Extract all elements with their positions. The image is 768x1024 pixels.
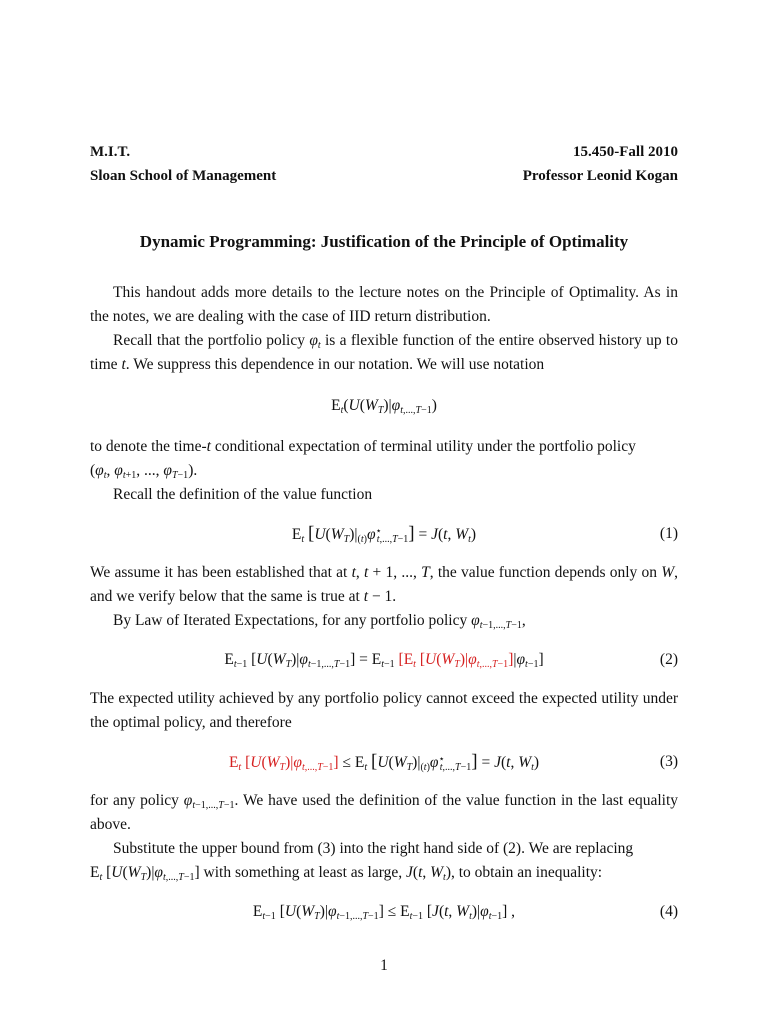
highlighted-expectation: $E_t$ $[U(W_T)|\varphi_{t,...,T-1}]$ (228, 753, 339, 773)
paragraph-replace: $E_t$ $[U(W_T)|\varphi_{t,...,T-1}]$ with something at least as large, J(t, $W_t$), to obtain an inequality: (90, 864, 603, 883)
equation-1: $E_t$ $[U(W_T)|_{(t)}\varphi^⋆_{t,...,T-1}] = J(t$, $W_t$) (1) (291, 522, 678, 545)
highlighted-inner-expectation: [$E_t$ $[U(W_T)|\varphi_{t,...,T-1}]$ (398, 651, 514, 670)
paragraph-iterated: By Law of Iterated Expectations, for any portfolio policy $\varphi_{t-1,...,T-1}$, (113, 612, 526, 631)
equation-2-number: (2) (659, 651, 678, 668)
policy-tuple: ($\varphi_t$, $\varphi_{t+1}$, ..., $\varphi_{T-1}$). (90, 462, 198, 481)
course: 15.450-Fall 2010 (573, 144, 678, 160)
equation-4: $E_{t-1}$ $[U(W_T)|\varphi_{t-1,...,T-1}] \le E_{t-1}$ [J(t, $W_t)|\varphi_{t-1}$] , (4) (90, 900, 678, 924)
equation-1-number: (1) (659, 525, 678, 542)
paragraph-notation: to denote the time-t conditional expectation of terminal utility under the portfolio policy (90, 438, 636, 455)
institution: M.I.T. (90, 144, 131, 160)
equation-2: $E_{t-1}$ $[U(W_T)|\varphi_{t-1,...,T-1}] = E_{t-1}$ [$E_t$ $[U(W_T)|\varphi_{t,...,T-1}]|\varphi_{t-1}$] (2) (90, 648, 678, 672)
professor: Professor Leonid Kogan (522, 168, 678, 184)
paragraph-any-policy: for any policy $\varphi_{t-1,...,T-1}$. We have used the definition of the value function in the last equality above. (90, 792, 678, 833)
paragraph-assumption: We assume it has been established that at t, t + 1, ..., T, the value function depends only on W, and we verify below that the same is true at t − 1. (90, 564, 679, 605)
document-page (90, 140, 678, 924)
equation-4-number: (4) (659, 903, 678, 920)
paragraph-intro: This handout adds more details to the lecture notes on the Principle of Optimality. As in the notes, we are dealing with the case of IID return distribution. (90, 284, 678, 325)
paragraph-optimal-bound: The expected utility achieved by any portfolio policy cannot exceed the expected utility under the optimal policy, and therefore (90, 690, 678, 731)
equation-notation: $E_t(U(W_T)|\varphi_{t,...,T-1})$ (331, 397, 437, 416)
header-right (523, 140, 678, 188)
equation-3-number: (3) (659, 753, 678, 770)
document-title: Dynamic Programming: Justification of the Principle of Optimality (139, 232, 629, 251)
page-number: 1 (380, 957, 388, 974)
header-left (90, 140, 276, 188)
paragraph-value-function: Recall the definition of the value function (113, 486, 373, 503)
equation-3: $E_t$ $[U(W_T)|\varphi_{t,...,T-1}] \le E_t$ $[U(W_T)|_{(t)}\varphi^⋆_{t,...,T-1}] = J(t$, $W_t$) (3) (228, 750, 678, 773)
document-header (90, 140, 678, 188)
school: Sloan School of Management (90, 168, 277, 184)
paragraph-policy: Recall that the portfolio policy $\varphi_t$ is a flexible function of the entire observed history up to time t. We suppress this dependence in our notation. We will use notation (90, 332, 678, 373)
paragraph-substitute: Substitute the upper bound from (3) into the right hand side of (2). We are replacing (113, 840, 634, 857)
